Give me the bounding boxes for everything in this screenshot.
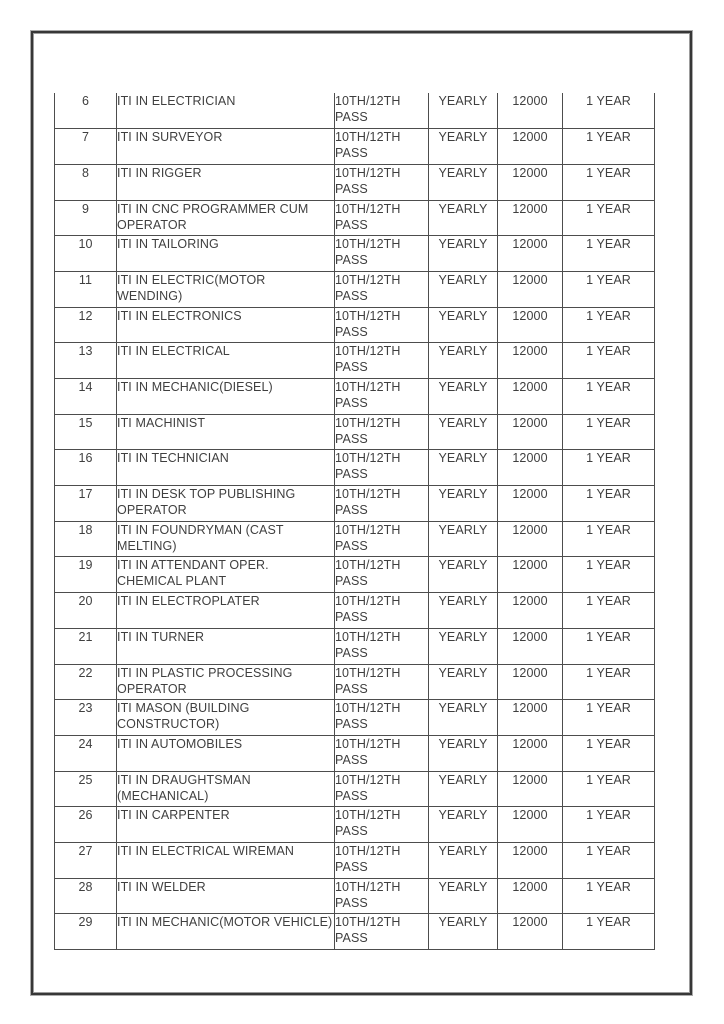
- duration-cell: 1 YEAR: [563, 557, 655, 593]
- fee-frequency-cell: YEARLY: [429, 343, 498, 379]
- fee-frequency-cell: YEARLY: [429, 628, 498, 664]
- serial-cell: 13: [55, 343, 117, 379]
- serial-cell: 25: [55, 771, 117, 807]
- fee-amount-cell: 12000: [498, 664, 563, 700]
- serial-cell: 7: [55, 129, 117, 165]
- table-row: [55, 236, 655, 272]
- table-row: [55, 842, 655, 878]
- fee-amount-cell: 12000: [498, 414, 563, 450]
- eligibility-cell: 10TH/12TH PASS: [335, 700, 429, 736]
- fee-frequency-cell: YEARLY: [429, 307, 498, 343]
- serial-cell: 19: [55, 557, 117, 593]
- duration-cell: 1 YEAR: [563, 450, 655, 486]
- course-name-cell: ITI IN TURNER: [117, 628, 335, 664]
- course-table-body: [55, 93, 655, 950]
- fee-amount-cell: 12000: [498, 593, 563, 629]
- duration-cell: 1 YEAR: [563, 664, 655, 700]
- fee-frequency-cell: YEARLY: [429, 771, 498, 807]
- course-name-cell: ITI IN SURVEYOR: [117, 129, 335, 165]
- fee-amount-cell: 12000: [498, 307, 563, 343]
- course-name-cell: ITI IN DRAUGHTSMAN (MECHANICAL): [117, 771, 335, 807]
- course-name-cell: ITI IN ELECTRIC(MOTOR WENDING): [117, 271, 335, 307]
- fee-frequency-cell: YEARLY: [429, 164, 498, 200]
- table-row: [55, 628, 655, 664]
- course-name-cell: ITI IN ELECTRICAL WIREMAN: [117, 842, 335, 878]
- course-name-cell: ITI IN ELECTROPLATER: [117, 593, 335, 629]
- table-row: [55, 521, 655, 557]
- fee-amount-cell: 12000: [498, 236, 563, 272]
- eligibility-cell: 10TH/12TH PASS: [335, 450, 429, 486]
- table-row: [55, 700, 655, 736]
- fee-amount-cell: 12000: [498, 842, 563, 878]
- fee-frequency-cell: YEARLY: [429, 271, 498, 307]
- course-name-cell: ITI IN ELECTRONICS: [117, 307, 335, 343]
- course-name-cell: ITI MASON (BUILDING CONSTRUCTOR): [117, 700, 335, 736]
- eligibility-cell: 10TH/12TH PASS: [335, 414, 429, 450]
- table-row: [55, 450, 655, 486]
- table-row: [55, 414, 655, 450]
- fee-amount-cell: 12000: [498, 164, 563, 200]
- fee-frequency-cell: YEARLY: [429, 93, 498, 129]
- course-name-cell: ITI IN MECHANIC(MOTOR VEHICLE): [117, 914, 335, 950]
- duration-cell: 1 YEAR: [563, 343, 655, 379]
- duration-cell: 1 YEAR: [563, 200, 655, 236]
- course-table: [54, 93, 655, 950]
- serial-cell: 26: [55, 807, 117, 843]
- table-row: [55, 593, 655, 629]
- table-row: [55, 486, 655, 522]
- table-row: [55, 379, 655, 415]
- eligibility-cell: 10TH/12TH PASS: [335, 878, 429, 914]
- serial-cell: 23: [55, 700, 117, 736]
- course-name-cell: ITI IN AUTOMOBILES: [117, 735, 335, 771]
- serial-cell: 18: [55, 521, 117, 557]
- course-name-cell: ITI IN WELDER: [117, 878, 335, 914]
- duration-cell: 1 YEAR: [563, 307, 655, 343]
- course-name-cell: ITI IN MECHANIC(DIESEL): [117, 379, 335, 415]
- serial-cell: 6: [55, 93, 117, 129]
- duration-cell: 1 YEAR: [563, 414, 655, 450]
- fee-frequency-cell: YEARLY: [429, 236, 498, 272]
- serial-cell: 11: [55, 271, 117, 307]
- fee-amount-cell: 12000: [498, 379, 563, 415]
- fee-frequency-cell: YEARLY: [429, 700, 498, 736]
- eligibility-cell: 10TH/12TH PASS: [335, 379, 429, 415]
- table-row: [55, 271, 655, 307]
- fee-amount-cell: 12000: [498, 807, 563, 843]
- serial-cell: 8: [55, 164, 117, 200]
- serial-cell: 10: [55, 236, 117, 272]
- serial-cell: 12: [55, 307, 117, 343]
- fee-amount-cell: 12000: [498, 271, 563, 307]
- fee-frequency-cell: YEARLY: [429, 557, 498, 593]
- fee-amount-cell: 12000: [498, 129, 563, 165]
- fee-frequency-cell: YEARLY: [429, 379, 498, 415]
- eligibility-cell: 10TH/12TH PASS: [335, 307, 429, 343]
- table-row: [55, 557, 655, 593]
- duration-cell: 1 YEAR: [563, 164, 655, 200]
- table-row: [55, 771, 655, 807]
- eligibility-cell: 10TH/12TH PASS: [335, 236, 429, 272]
- table-row: [55, 807, 655, 843]
- fee-amount-cell: 12000: [498, 200, 563, 236]
- duration-cell: 1 YEAR: [563, 93, 655, 129]
- serial-cell: 17: [55, 486, 117, 522]
- fee-frequency-cell: YEARLY: [429, 878, 498, 914]
- eligibility-cell: 10TH/12TH PASS: [335, 129, 429, 165]
- course-name-cell: ITI IN RIGGER: [117, 164, 335, 200]
- course-name-cell: ITI IN ATTENDANT OPER. CHEMICAL PLANT: [117, 557, 335, 593]
- serial-cell: 20: [55, 593, 117, 629]
- fee-amount-cell: 12000: [498, 521, 563, 557]
- eligibility-cell: 10TH/12TH PASS: [335, 164, 429, 200]
- fee-frequency-cell: YEARLY: [429, 521, 498, 557]
- eligibility-cell: 10TH/12TH PASS: [335, 271, 429, 307]
- fee-frequency-cell: YEARLY: [429, 807, 498, 843]
- fee-frequency-cell: YEARLY: [429, 486, 498, 522]
- eligibility-cell: 10TH/12TH PASS: [335, 343, 429, 379]
- table-row: [55, 200, 655, 236]
- serial-cell: 24: [55, 735, 117, 771]
- duration-cell: 1 YEAR: [563, 486, 655, 522]
- fee-amount-cell: 12000: [498, 771, 563, 807]
- eligibility-cell: 10TH/12TH PASS: [335, 557, 429, 593]
- course-name-cell: ITI IN FOUNDRYMAN (CAST MELTING): [117, 521, 335, 557]
- duration-cell: 1 YEAR: [563, 521, 655, 557]
- course-name-cell: ITI IN PLASTIC PROCESSING OPERATOR: [117, 664, 335, 700]
- eligibility-cell: 10TH/12TH PASS: [335, 664, 429, 700]
- duration-cell: 1 YEAR: [563, 379, 655, 415]
- serial-cell: 22: [55, 664, 117, 700]
- course-name-cell: ITI IN ELECTRICAL: [117, 343, 335, 379]
- fee-amount-cell: 12000: [498, 735, 563, 771]
- table-row: [55, 878, 655, 914]
- fee-amount-cell: 12000: [498, 450, 563, 486]
- fee-amount-cell: 12000: [498, 878, 563, 914]
- duration-cell: 1 YEAR: [563, 842, 655, 878]
- duration-cell: 1 YEAR: [563, 271, 655, 307]
- course-name-cell: ITI IN CARPENTER: [117, 807, 335, 843]
- eligibility-cell: 10TH/12TH PASS: [335, 914, 429, 950]
- table-row: [55, 164, 655, 200]
- course-name-cell: ITI IN TAILORING: [117, 236, 335, 272]
- table-row: [55, 735, 655, 771]
- eligibility-cell: 10TH/12TH PASS: [335, 521, 429, 557]
- fee-frequency-cell: YEARLY: [429, 450, 498, 486]
- fee-amount-cell: 12000: [498, 914, 563, 950]
- duration-cell: 1 YEAR: [563, 807, 655, 843]
- eligibility-cell: 10TH/12TH PASS: [335, 593, 429, 629]
- course-name-cell: ITI IN CNC PROGRAMMER CUM OPERATOR: [117, 200, 335, 236]
- fee-frequency-cell: YEARLY: [429, 735, 498, 771]
- serial-cell: 21: [55, 628, 117, 664]
- fee-frequency-cell: YEARLY: [429, 593, 498, 629]
- eligibility-cell: 10TH/12TH PASS: [335, 807, 429, 843]
- fee-amount-cell: 12000: [498, 700, 563, 736]
- serial-cell: 9: [55, 200, 117, 236]
- eligibility-cell: 10TH/12TH PASS: [335, 486, 429, 522]
- fee-amount-cell: 12000: [498, 628, 563, 664]
- duration-cell: 1 YEAR: [563, 129, 655, 165]
- fee-frequency-cell: YEARLY: [429, 129, 498, 165]
- table-row: [55, 93, 655, 129]
- serial-cell: 15: [55, 414, 117, 450]
- course-name-cell: ITI IN TECHNICIAN: [117, 450, 335, 486]
- duration-cell: 1 YEAR: [563, 628, 655, 664]
- eligibility-cell: 10TH/12TH PASS: [335, 842, 429, 878]
- serial-cell: 29: [55, 914, 117, 950]
- table-row: [55, 914, 655, 950]
- course-name-cell: ITI MACHINIST: [117, 414, 335, 450]
- table-row: [55, 664, 655, 700]
- serial-cell: 28: [55, 878, 117, 914]
- fee-frequency-cell: YEARLY: [429, 414, 498, 450]
- fee-amount-cell: 12000: [498, 343, 563, 379]
- fee-amount-cell: 12000: [498, 93, 563, 129]
- table-row: [55, 343, 655, 379]
- fee-amount-cell: 12000: [498, 557, 563, 593]
- duration-cell: 1 YEAR: [563, 236, 655, 272]
- eligibility-cell: 10TH/12TH PASS: [335, 200, 429, 236]
- fee-frequency-cell: YEARLY: [429, 664, 498, 700]
- duration-cell: 1 YEAR: [563, 593, 655, 629]
- duration-cell: 1 YEAR: [563, 700, 655, 736]
- eligibility-cell: 10TH/12TH PASS: [335, 93, 429, 129]
- fee-frequency-cell: YEARLY: [429, 200, 498, 236]
- duration-cell: 1 YEAR: [563, 771, 655, 807]
- fee-frequency-cell: YEARLY: [429, 914, 498, 950]
- fee-amount-cell: 12000: [498, 486, 563, 522]
- serial-cell: 14: [55, 379, 117, 415]
- serial-cell: 27: [55, 842, 117, 878]
- duration-cell: 1 YEAR: [563, 914, 655, 950]
- course-name-cell: ITI IN DESK TOP PUBLISHING OPERATOR: [117, 486, 335, 522]
- fee-frequency-cell: YEARLY: [429, 842, 498, 878]
- eligibility-cell: 10TH/12TH PASS: [335, 771, 429, 807]
- serial-cell: 16: [55, 450, 117, 486]
- duration-cell: 1 YEAR: [563, 735, 655, 771]
- course-name-cell: ITI IN ELECTRICIAN: [117, 93, 335, 129]
- table-row: [55, 307, 655, 343]
- eligibility-cell: 10TH/12TH PASS: [335, 735, 429, 771]
- table-row: [55, 129, 655, 165]
- duration-cell: 1 YEAR: [563, 878, 655, 914]
- eligibility-cell: 10TH/12TH PASS: [335, 628, 429, 664]
